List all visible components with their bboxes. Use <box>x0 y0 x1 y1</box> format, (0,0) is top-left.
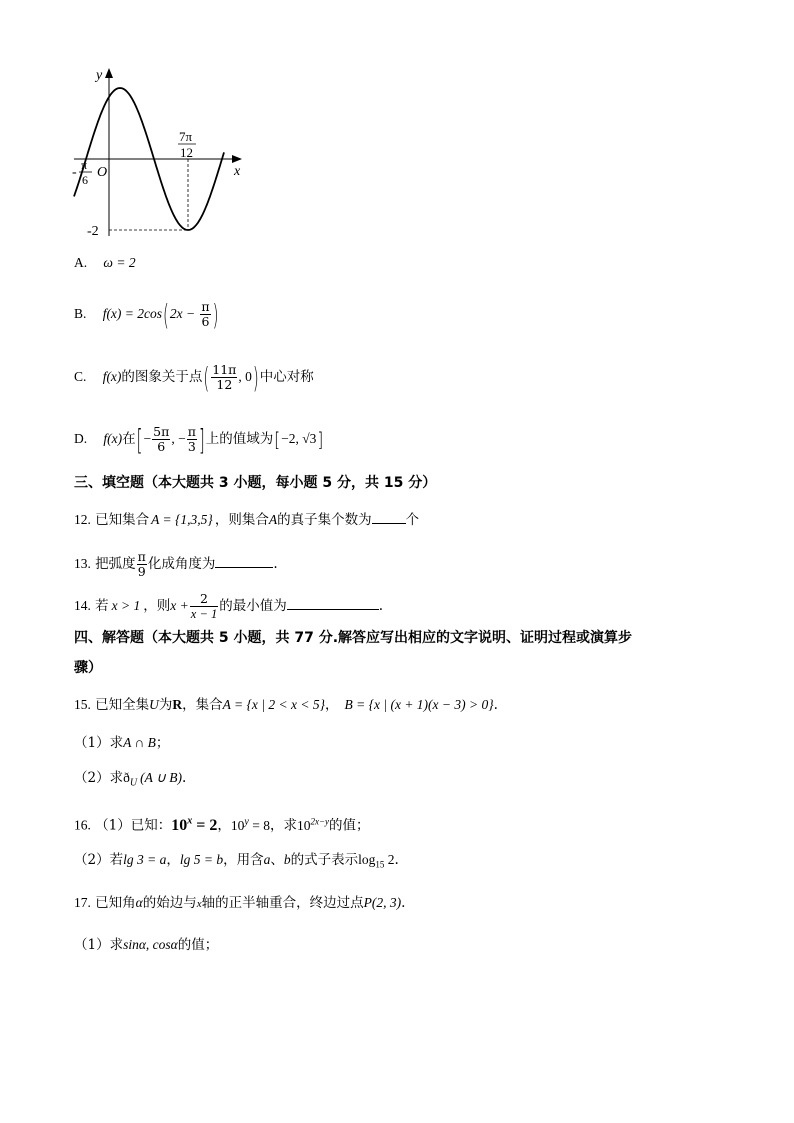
q15-p2-label: （2）求 <box>74 770 124 786</box>
option-c <box>74 360 314 395</box>
q15-p1-end: ； <box>155 735 170 751</box>
option-a <box>74 253 136 273</box>
q17-x: x <box>196 898 202 910</box>
q16-eq1-base: 10 <box>171 816 188 834</box>
option-d-open-bracket: [ <box>136 422 143 457</box>
question-13 <box>74 550 278 579</box>
option-d-range-open: [ <box>274 427 281 452</box>
q15-text4: ， <box>325 697 339 713</box>
q12-text4: 个 <box>405 512 420 528</box>
option-b-inner: 2x − <box>169 306 196 321</box>
option-d-range-close: ] <box>317 427 324 452</box>
q12-text3: 的真子集个数为 <box>277 512 372 528</box>
option-d-frac1-den: 6 <box>157 439 166 454</box>
option-b-close-paren: ) <box>212 297 219 332</box>
q15-number: 15. <box>74 697 91 712</box>
q13-text2: 化成角度为 <box>147 556 216 572</box>
q15-p2-sub: U <box>129 777 138 789</box>
neg-label-num: π <box>81 158 88 172</box>
q16-text3: ，用含 <box>223 852 264 868</box>
q16-end: . <box>394 852 399 868</box>
option-b-frac-num: π <box>201 299 210 314</box>
q16-eq2-base: 10 <box>230 817 245 833</box>
option-b-open-paren: ( <box>163 297 169 332</box>
option-b-lhs: f(x) = 2cos <box>102 306 163 321</box>
option-d-frac1 <box>152 425 170 454</box>
q15-setA: A = {x | 2 < x < 5} <box>222 697 325 712</box>
option-d-frac1-num: 5π <box>153 424 170 439</box>
q16-eq2-rest: = 8 <box>248 817 270 833</box>
q16-sep2: ， <box>166 852 180 868</box>
question-16 <box>74 811 370 836</box>
neg-sign: - <box>72 165 77 180</box>
section-3-title: 三、填空题（本大题共 3 小题，每小题 5 分，共 15 分） <box>74 475 437 491</box>
q16-text1: ，求 <box>269 817 297 834</box>
question-12 <box>74 509 419 530</box>
q17-text2: 的始边与 <box>142 895 197 911</box>
option-c-text1: 的图象关于点 <box>121 369 203 385</box>
q14-frac-num: 2 <box>190 592 218 607</box>
option-c-frac <box>211 363 237 392</box>
q17-end: . <box>401 895 406 911</box>
option-d-frac2-den: 3 <box>187 439 196 454</box>
q16-lg5: lg 5 = b <box>179 852 224 867</box>
q16-number: 16. <box>74 817 91 833</box>
q16-target-sup: 2x−y <box>310 816 330 826</box>
option-b <box>74 297 220 332</box>
q16-log <box>358 852 395 870</box>
q15-p2-end: . <box>181 770 187 786</box>
question-14 <box>74 592 383 621</box>
q17-p1-label: （1）求 <box>74 937 124 953</box>
q12-var: A <box>268 512 278 527</box>
q16-a: a <box>263 852 271 867</box>
q14-frac-den: x − 1 <box>190 607 218 621</box>
option-d-range: −2, √3 <box>281 431 317 446</box>
option-d-frac2-num: π <box>187 424 196 439</box>
q16-text2: 的值； <box>329 817 370 834</box>
q15-text1: 已知全集 <box>95 697 150 713</box>
q15-U: U <box>149 697 159 712</box>
q13-end: . <box>273 556 278 572</box>
q17-point: P(2, 3) <box>363 895 402 910</box>
q15-text3: ，集合 <box>182 697 223 713</box>
question-17-part1 <box>74 935 218 955</box>
q13-frac-num: π <box>137 549 146 564</box>
q16-target <box>297 818 329 833</box>
section-4-title-line1: 四、解答题（本大题共 5 小题，共 77 分.解答应写出相应的文字说明、证明过程或演算步 <box>74 630 633 646</box>
q16-eq2-sup: y <box>244 816 249 827</box>
q16-lg3: lg 3 = a <box>123 852 167 867</box>
y-axis-label: y <box>96 68 103 83</box>
q15-setB: B = {x | (x + 1)(x − 3) > 0} <box>344 697 494 712</box>
q12-text2: ，则集合 <box>214 512 269 528</box>
q14-number: 14. <box>74 598 91 613</box>
q17-text3: 轴的正半轴重合，终边过点 <box>201 895 364 911</box>
q15-p2-rest: (A ∪ B) <box>140 770 182 785</box>
function-graph <box>66 62 256 242</box>
q15-R: R <box>172 697 183 712</box>
q17-alpha: α <box>135 895 143 910</box>
option-b-frac <box>200 300 210 329</box>
q12-answer-blank[interactable] <box>372 509 406 524</box>
option-d-text1: 在 <box>122 431 136 447</box>
neg-label-den: 6 <box>82 173 88 187</box>
question-15 <box>74 695 498 715</box>
min-label: -2 <box>87 224 99 239</box>
option-c-frac-num: 11π <box>212 362 237 377</box>
q14-text3: 的最小值为 <box>219 598 287 614</box>
peak-label-num: 7π <box>179 129 193 144</box>
q14-expr: x + <box>170 598 189 613</box>
q12-number: 12. <box>74 512 91 527</box>
option-a-expr: ω = 2 <box>103 255 136 270</box>
option-d-comma: , − <box>171 431 186 446</box>
origin-label: O <box>97 165 108 180</box>
option-a-letter: A. <box>74 255 88 270</box>
q13-text1: 把弧度 <box>95 556 136 572</box>
question-15-part2 <box>74 768 186 794</box>
option-d <box>74 422 324 457</box>
q15-p1-label: （1）求 <box>74 735 124 751</box>
peak-label-den: 12 <box>180 145 193 160</box>
q16-eq1-rest: = 2 <box>192 816 218 834</box>
option-c-zero: , 0 <box>238 369 252 384</box>
option-d-frac2 <box>187 425 197 454</box>
q17-text1: 已知角 <box>95 895 136 911</box>
q16-p1-label: （1）已知： <box>95 817 172 834</box>
q17-p1-expr: sinα, cosα <box>123 937 178 952</box>
x-axis-arrow <box>232 155 242 163</box>
q16-p2-label: （2）若 <box>74 852 124 868</box>
option-c-lhs: f(x) <box>102 369 122 384</box>
q16-sep: ， <box>217 817 231 834</box>
y-axis-arrow <box>105 68 113 78</box>
option-c-frac-den: 12 <box>216 377 233 392</box>
q16-log-arg: 2 <box>384 852 395 867</box>
q14-cond: x > 1 <box>111 598 141 613</box>
option-d-lhs: f(x) <box>103 431 123 446</box>
q17-number: 17. <box>74 895 91 910</box>
q16-b: b <box>283 852 291 867</box>
q16-eq1 <box>171 817 217 834</box>
q13-frac-den: 9 <box>137 564 146 579</box>
q14-end: . <box>378 598 384 614</box>
option-d-close-bracket: ] <box>198 422 205 457</box>
q16-eq2 <box>231 818 270 833</box>
q12-text1: 已知集合 <box>95 512 150 528</box>
q17-p1-end: 的值； <box>177 937 219 953</box>
q16-target-base: 10 <box>296 817 311 833</box>
question-16-part2 <box>74 850 399 875</box>
q16-text4: 的式子表示 <box>290 852 359 868</box>
q16-log-sub: 15 <box>375 859 385 870</box>
q13-number: 13. <box>74 556 91 571</box>
option-c-letter: C. <box>74 369 87 384</box>
q16-eq1-sup: x <box>187 815 193 827</box>
option-c-close-paren: ) <box>252 360 259 395</box>
q14-answer-blank[interactable] <box>287 595 379 610</box>
q14-frac <box>190 592 218 621</box>
q15-text2: 为 <box>158 697 173 713</box>
section-4-title-line2: 骤） <box>74 660 102 676</box>
q15-p2-expr: ð <box>123 770 130 785</box>
question-15-part1 <box>74 733 169 753</box>
option-d-minus1: − <box>143 431 152 446</box>
q12-set: A = {1,3,5} <box>151 512 213 527</box>
option-c-open-paren: ( <box>203 360 210 395</box>
option-b-letter: B. <box>74 306 87 321</box>
option-c-text2: 中心对称 <box>259 369 314 385</box>
q16-log-base: log <box>358 852 376 867</box>
q16-dun: 、 <box>270 852 284 868</box>
q14-text2: ，则 <box>143 598 171 614</box>
q13-frac <box>137 550 147 579</box>
option-d-letter: D. <box>74 431 88 446</box>
q15-end: . <box>493 697 498 713</box>
question-17 <box>74 893 405 914</box>
option-d-text2: 上的值域为 <box>205 431 274 447</box>
q14-text1: 若 <box>95 598 109 614</box>
x-axis-label: x <box>234 164 241 179</box>
q15-p1-expr: A ∩ B <box>123 735 156 750</box>
q13-answer-blank[interactable] <box>215 553 273 568</box>
option-b-frac-den: 6 <box>201 314 210 329</box>
